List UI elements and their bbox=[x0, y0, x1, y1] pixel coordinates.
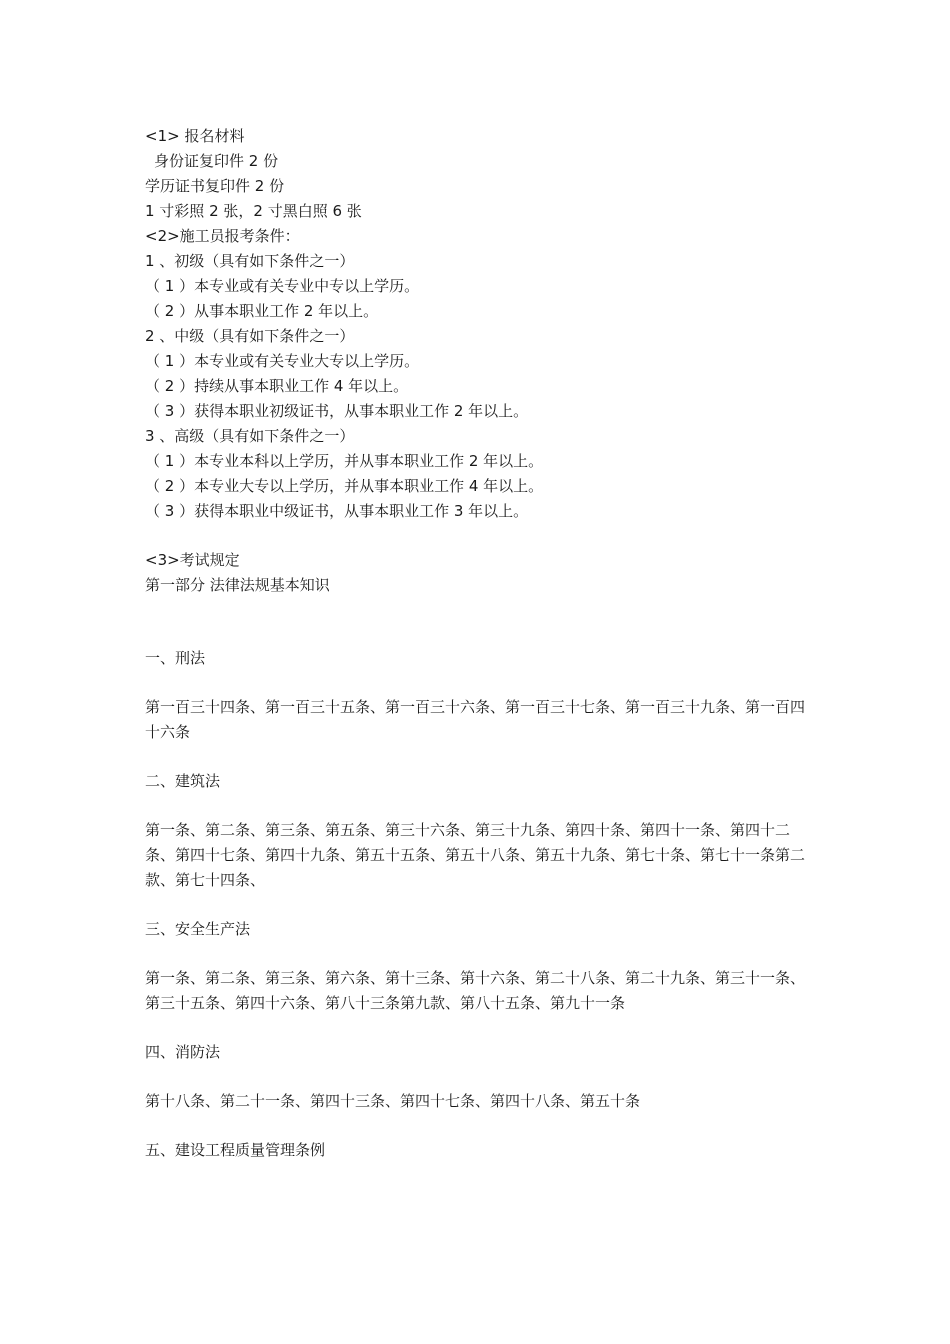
material-item: 身份证复印件 2 份 bbox=[154, 152, 279, 170]
condition-item: （ 2 ）从事本职业工作 2 年以上。 bbox=[145, 302, 379, 320]
materials-heading: <1> 报名材料 bbox=[145, 127, 245, 145]
section-articles: 第一条、第二条、第三条、第六条、第十三条、第十六条、第二十八条、第二十九条、第三十一条、第三十五条、第四十六条、第八十三条第九款、第八十五条、第九十一条 bbox=[145, 969, 806, 1012]
section-articles: 第一条、第二条、第三条、第五条、第三十六条、第三十九条、第四十条、第四十一条、第四十二条、第四十七条、第四十九条、第五十五条、第五十八条、第五十九条、第七十条、第七十一条第二款、第七十四条、 bbox=[145, 821, 806, 889]
conditions-heading: <2>施工员报考条件： bbox=[145, 227, 300, 245]
section-articles: 第十八条、第二十一条、第四十三条、第四十七条、第四十八条、第五十条 bbox=[145, 1092, 641, 1110]
condition-item: （ 1 ）本专业或有关专业中专以上学历。 bbox=[145, 277, 420, 295]
level-title: 1 、初级（具有如下条件之一） bbox=[145, 252, 355, 270]
condition-item: （ 2 ）本专业大专以上学历，并从事本职业工作 4 年以上。 bbox=[145, 477, 544, 495]
material-item: 学历证书复印件 2 份 bbox=[145, 177, 285, 195]
section-title: 三、安全生产法 bbox=[145, 920, 251, 938]
condition-item: （ 3 ）获得本职业初级证书，从事本职业工作 2 年以上。 bbox=[145, 402, 529, 420]
condition-item: （ 2 ）持续从事本职业工作 4 年以上。 bbox=[145, 377, 409, 395]
section-title: 五、建设工程质量管理条例 bbox=[145, 1141, 326, 1159]
material-item: 1 寸彩照 2 张，2 寸黑白照 6 张 bbox=[145, 202, 362, 220]
level-title: 3 、高级（具有如下条件之一） bbox=[145, 427, 355, 445]
exam-part-title: 第一部分 法律法规基本知识 bbox=[145, 576, 330, 594]
section-title: 四、消防法 bbox=[145, 1043, 221, 1061]
condition-item: （ 3 ）获得本职业中级证书，从事本职业工作 3 年以上。 bbox=[145, 502, 529, 520]
level-title: 2 、中级（具有如下条件之一） bbox=[145, 327, 355, 345]
document-page bbox=[145, 124, 815, 1163]
section-articles: 第一百三十四条、第一百三十五条、第一百三十六条、第一百三十七条、第一百三十九条、第一百四十六条 bbox=[145, 698, 806, 741]
section-title: 一、刑法 bbox=[145, 649, 206, 667]
exam-heading: <3>考试规定 bbox=[145, 551, 240, 569]
section-title: 二、建筑法 bbox=[145, 772, 221, 790]
condition-item: （ 1 ）本专业或有关专业大专以上学历。 bbox=[145, 352, 420, 370]
condition-item: （ 1 ）本专业本科以上学历，并从事本职业工作 2 年以上。 bbox=[145, 452, 544, 470]
